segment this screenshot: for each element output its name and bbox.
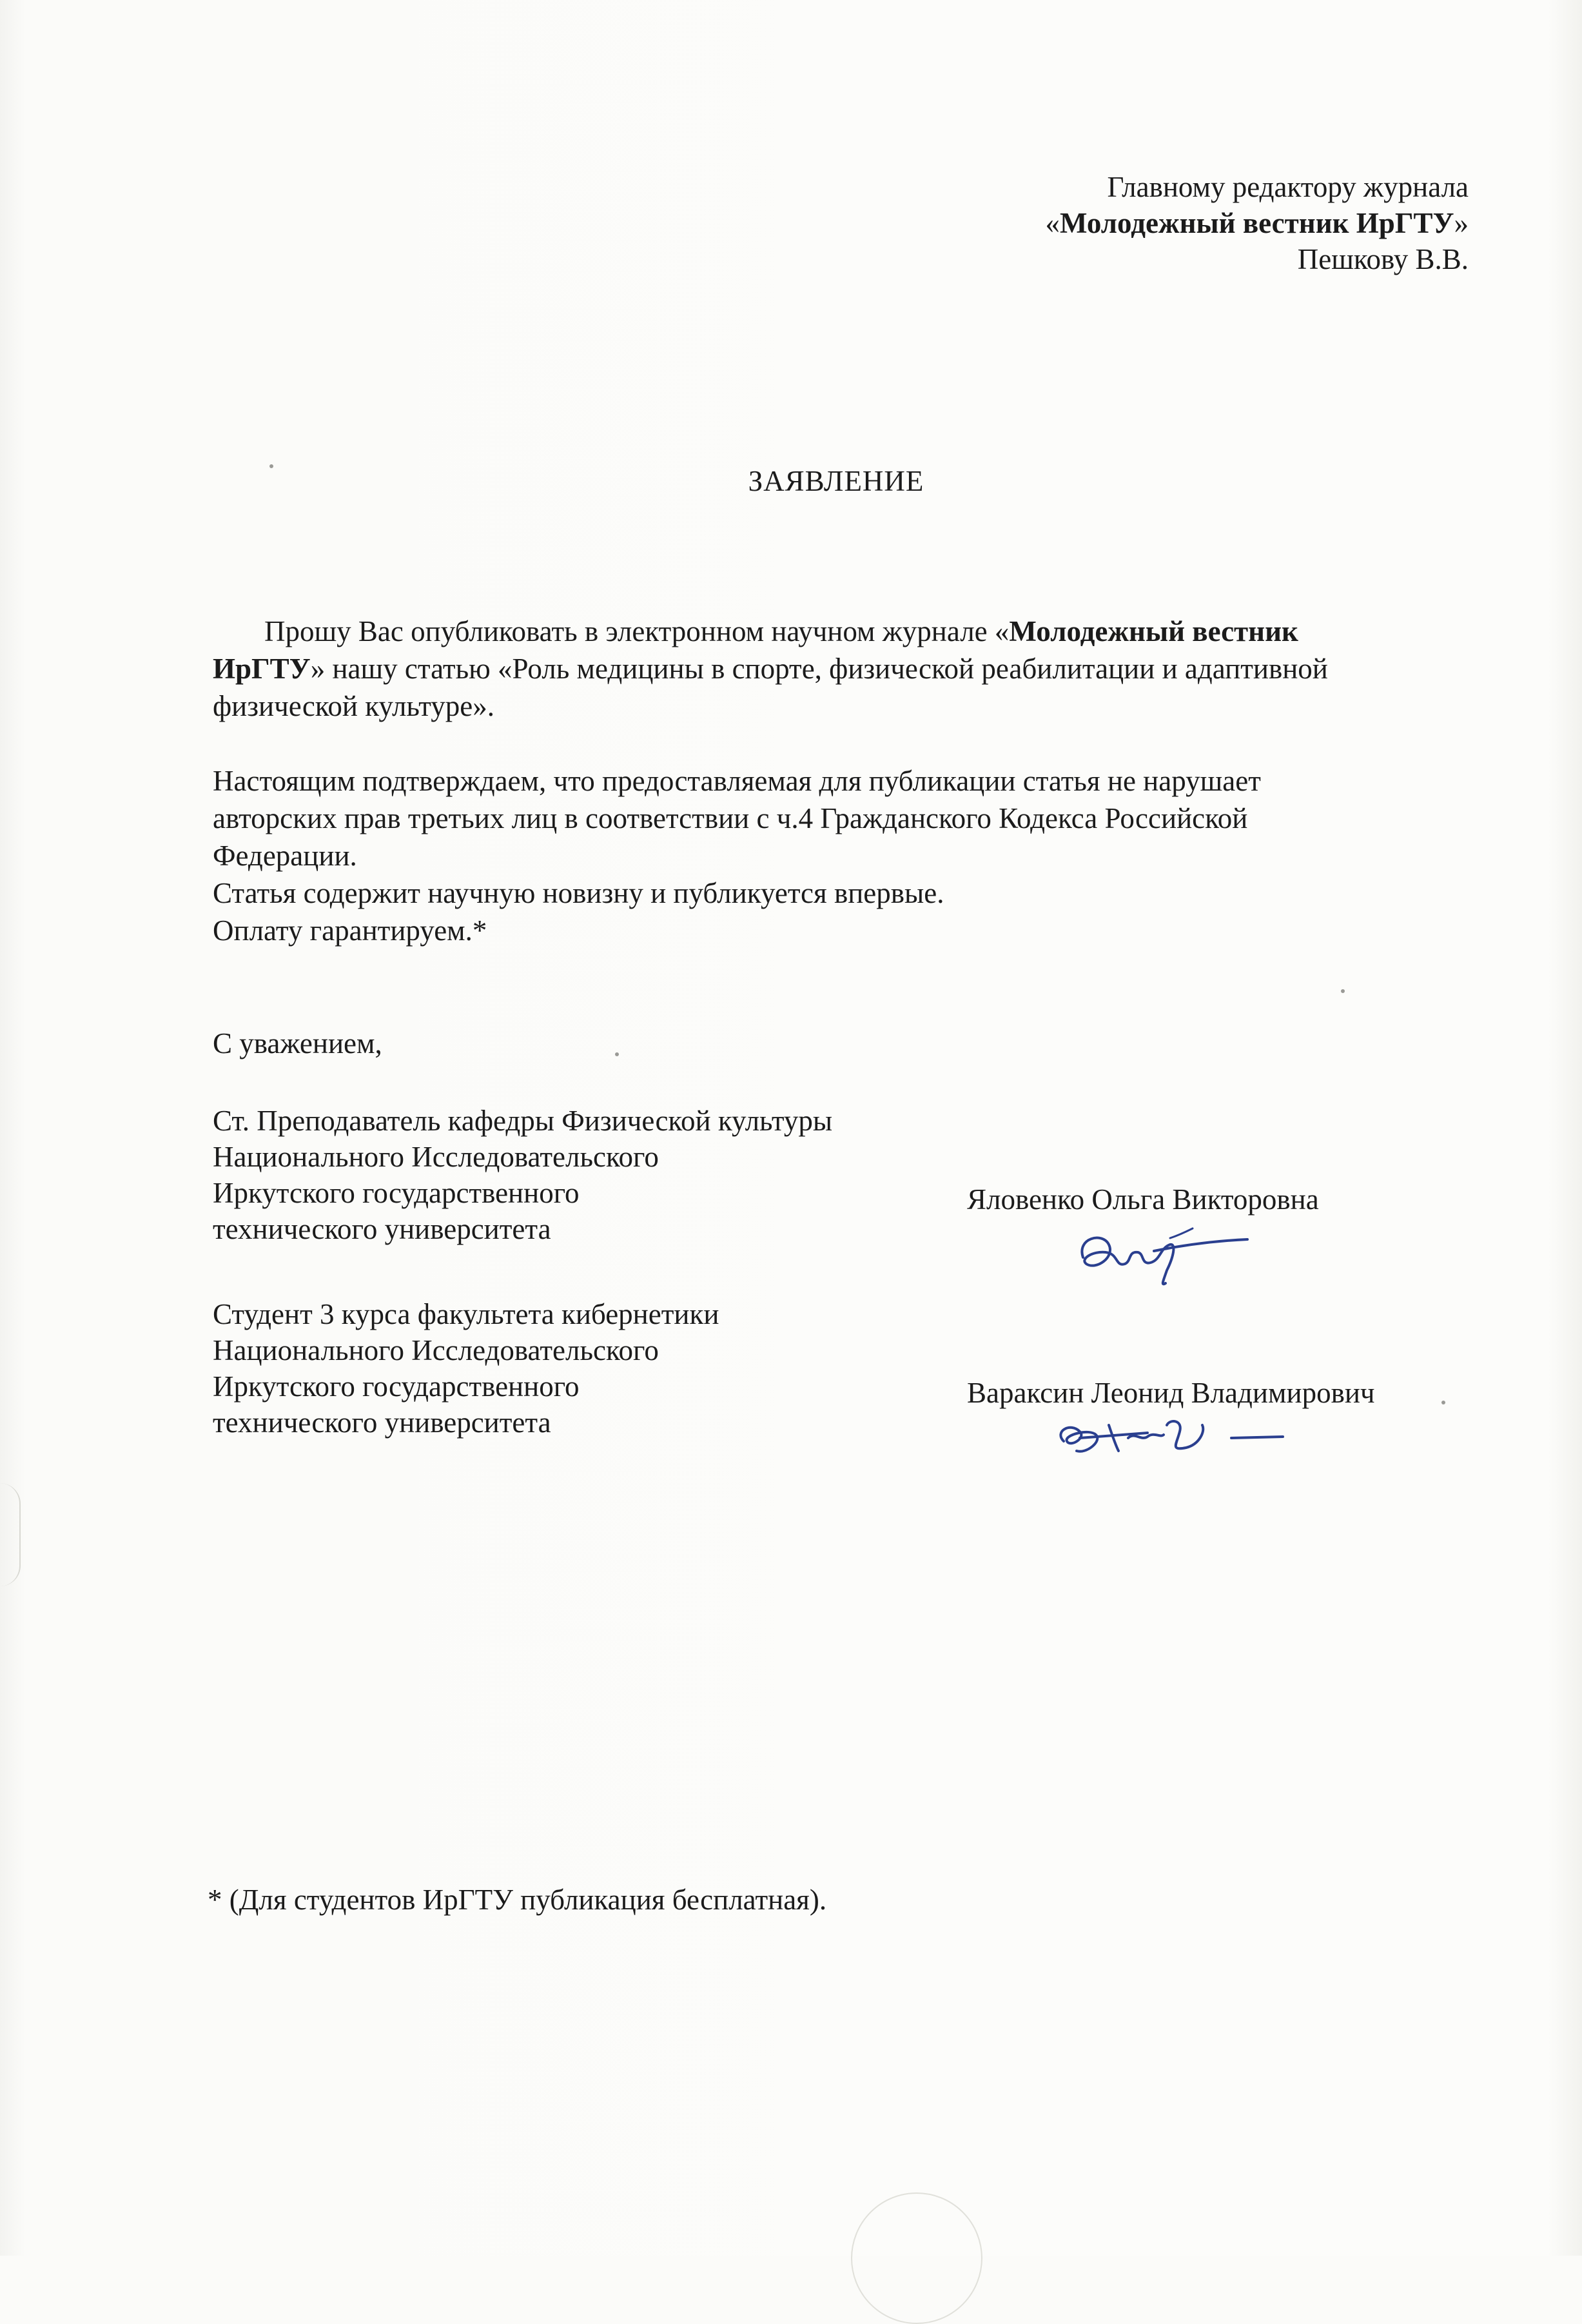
- scan-hole-mark: [851, 2192, 982, 2324]
- journal-name-bold: Молодежный вестник: [1009, 615, 1298, 647]
- scan-speck: [1341, 989, 1345, 993]
- position-line: технического университета: [213, 1213, 551, 1245]
- signer-2-position: [213, 1296, 719, 1441]
- signer-1-position: [213, 1103, 832, 1247]
- scan-speck: [1441, 1401, 1445, 1404]
- position-line: Национального Исследовательского: [213, 1334, 659, 1366]
- scan-speck: [615, 1052, 619, 1056]
- addressee-line-2: [1046, 205, 1469, 241]
- signer-2-name: Вараксин Леонид Владимирович: [967, 1377, 1375, 1409]
- position-line: Иркутского государственного: [213, 1177, 580, 1209]
- signature-1-icon: [1057, 1212, 1251, 1296]
- footnote: * (Для студентов ИрГТУ публикация бесплатная).: [208, 1884, 827, 1916]
- request-line-2: [213, 650, 1457, 687]
- addressee-line-1: Главному редактору журнала: [1107, 171, 1469, 203]
- request-text: » нашу статью «Роль медицины в спорте, физической реабилитации и адаптивной: [310, 653, 1328, 685]
- confirmation-line: Оплату гарантируем.*: [213, 914, 487, 947]
- request-paragraph: [213, 613, 1457, 725]
- confirmation-line: Статья содержит научную новизну и публикуется впервые.: [213, 877, 944, 909]
- addressee-line-3: Пешкову В.В.: [1297, 243, 1469, 275]
- confirmation-line: Федерации.: [213, 840, 357, 872]
- position-line: Студент 3 курса факультета кибернетики: [213, 1298, 719, 1330]
- confirmation-line: авторских прав третьих лиц в соответствии с ч.4 Гражданского Кодекса Российской: [213, 802, 1248, 834]
- position-line: технического университета: [213, 1406, 551, 1439]
- closing-regards: С уважением,: [213, 1027, 382, 1059]
- journal-name: Молодежный вестник ИрГТУ: [1060, 207, 1454, 239]
- position-line: Национального Исследовательского: [213, 1141, 659, 1173]
- position-line: Иркутского государственного: [213, 1370, 580, 1403]
- document-body: [213, 613, 1457, 949]
- signature-2-icon: [1051, 1406, 1296, 1470]
- request-line-3: физической культуре».: [213, 690, 495, 722]
- confirmation-paragraph: [213, 762, 1457, 949]
- journal-name-bold: ИрГТУ: [213, 653, 311, 685]
- quote-open: «: [1045, 207, 1060, 239]
- scan-edge-mark: [0, 1483, 21, 1586]
- confirmation-line: Настоящим подтверждаем, что предоставляемая для публикации статья не нарушает: [213, 765, 1261, 797]
- signer-1-name: Яловенко Ольга Викторовна: [967, 1183, 1319, 1216]
- request-line-1: [213, 613, 1457, 650]
- request-text: Прошу Вас опубликовать в электронном научном журнале «: [264, 615, 1010, 647]
- quote-close: »: [1454, 207, 1469, 239]
- addressee-block: [1046, 169, 1469, 277]
- document-title: ЗАЯВЛЕНИЕ: [748, 465, 924, 497]
- position-line: Ст. Преподаватель кафедры Физической культуры: [213, 1105, 833, 1137]
